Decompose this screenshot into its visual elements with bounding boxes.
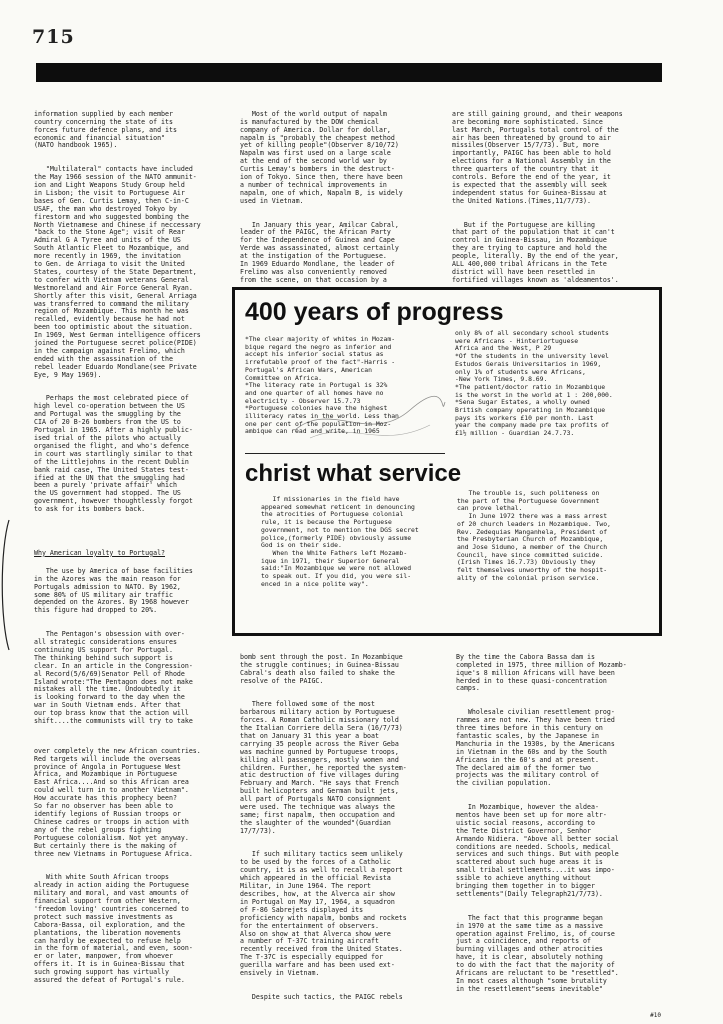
column-1-subhead-wrap bbox=[34, 534, 224, 557]
column-1-bottom bbox=[34, 548, 226, 1007]
paragraph: But if the Portuguese are killing that part of the population that it can't control in Guinea-Bissau, in Mozambique they are trying to capture and hold the people, literally. By the end of the year, ALL 400,000 tribal Africans in the Tete district will have been resettled in fortified villages known as 'aldeamentos'. bbox=[452, 220, 619, 284]
divider bbox=[245, 453, 445, 454]
feature-left-text-2: If missionaries in the field have appeared somewhat reticent in denouncing the atrocities of Portuguese colonial rule, it is because the Portuguese government, not to mention the DGS secret police,(formerly PIDE) obviously assume God is on their side. When the White Fathers left Mozamb- ique in 1971, their Superior General said:"In Mozambique we were not allowed to speak out. If you did, you were sil- enced in a nice polite way". bbox=[261, 495, 419, 588]
paragraph: There followed some of the most barbarous military action by Portuguese forces. A Roman Catholic missionary told the Italian Corriere della Sera (16/7/73) that on January 31 this year a boat carrying 35 people across the River Geba was machine gunned by Portuguese troops, killing all passengers, mostly women and children. Further, he reported the system- atic destruction of five villages during February and March. "He says that French built helicopters and German built jets, all part of Portugals NATO consignment were used. The technique was always the same; first napalm, then occupation and the slaughter of the wounded"(Guardian 17/7/73). bbox=[240, 700, 407, 835]
paragraph: information supplied by each member country concerning the state of its forces future defence plans, and its economic and financial situation" (NATO handbook 1965). bbox=[34, 109, 177, 150]
page-number: 715 bbox=[32, 26, 75, 48]
paragraph: By the time the Cabora Bassa dam is completed in 1975, three million of Mozamb- ique's 8 million Africans will have been herded in to these quasi-concentration camps. bbox=[456, 652, 627, 693]
paragraph: over completely the new African countries. Red targets will include the overseas province of Angola in Portuguese West Africa, and Mozambique in Portuguese East Africa....And so this African area could well turn in to another Vietnam". How accurate has this prophecy been? So far no observer has been able to identify legions of Russian troops or Chinese cadres or troops in action with any of the rebel groups fighting Portuguese colonialism. Not yet anyway. But certainly there is the making of three new Vietnams in Portuguese Africa. bbox=[34, 746, 201, 858]
paragraph: The Pentagon's obsession with over- all strategic considerations ensures continuing US support for Portugal. The thinking behind such support is clear. In an article in the Congression- al Record(5/6/69)Senator Pell of Rhode Island wrote:"The Pentagon does not make mistakes all the time. Undoubtedly it is looking forward to the day when the war in South Vietnam ends. After that our top brass know that the action will shift....the communists will try to take bbox=[34, 630, 193, 726]
paragraph: If such military tactics seem unlikely to be used by the forces of a Catholic country, it is as well to recall a report which appeared in the official Revista Militar, in June 1964. The report describes, how, at the Alverca air show in Portugal on May 17, 1964, a squadron of F-86 Sabrejets displayed its proficiency with napalm, bombs and rockets for the entertainment of observers. Also on show at that Alverca show were a number of T-37C training aircraft recently received from the United States. The T-37C is especially equipped for guerilla warfare and has been used ext- ensively in Vietnam. bbox=[240, 850, 407, 978]
paragraph: With white South African troops already in action aiding the Portuguese military and moral, and vast amounts of financial support from other Western, 'freedom loving' countries concerned to protect such massive investments as Cabora-Bassa, oil exploration, and the plantations, the liberation movements can hardly be expected to refuse help in the form of material, and even, soon- er or later, manpower, from whoever offers it. It is in Guinea-Bissau that such growing support has virtually assured the defeat of Portugal's rule. bbox=[34, 873, 193, 985]
paragraph: "Multilateral" contacts have included the May 1966 session of the NATO ammunit- ion and Light Weapons Study Group held in Lisbon; the visit to Portuguese Air bases of Gen. Curtis Lemay, then C-in-C USAF, the man who destroyed Tokyo by firestorm and who suggested bombing the North Vietnamese and Chinese if neccessary "back to the Stone Age"; visit of Rear Admiral G A Tyree and units of the US South Atlantic Fleet to Mozambique, and more recently in 1969, the invitation to Gen. de Arriaga to visit the United States, courtesy of the State Department, to confer with Vietnam veterans General Westmoreland and Air Force General Ryan. Shortly after this visit, General Arriaga was transferred to command the military region of Mozambique. This month he was recalled, evidently because he had not been too optimistic about the situation. In 1969, West German intelligence officers joined the Portuguese secret police(PIDE) in the campaign against Frelimo, which ended with the assassination of the rebel leader Eduardo Mondlane(see Private Eye, 9 May 1969). bbox=[34, 165, 201, 379]
paragraph: In Mozambique, however the aldea- mentos have been set up for more altr- uistic social reasons, according to the Tete District Governor, Senhor Armando Nidiera. "Above all better social conditions are needed. Schools, medical services and such things. But with people scattered about such huge areas it is small tribal settlements....it was impo- ssible to achieve anything without bringing them together in to bigger settlements"(Daily Telegraph21/7/73). bbox=[456, 803, 619, 898]
paragraph: The fact that this programme began in 1970 at the same time as a massive operation against Frelimo, is, of course just a coincidence, and reports of burning villages and other atrocities have, it is clear, absolutely nothing to do with the fact that the majority of Africans are reluctant to be "resettled". In most cases although "some brutality in the resettlement"seems inevitable" bbox=[456, 913, 619, 993]
column-2-bottom bbox=[240, 638, 444, 1010]
feature-title: 400 years of progress bbox=[245, 298, 504, 326]
paragraph: Despite such tactics, the PAIGC rebels bbox=[240, 992, 403, 1001]
page-edge-mark bbox=[0, 520, 10, 650]
column-2-top bbox=[240, 95, 438, 284]
paragraph: bomb sent through the post. In Mozambique the struggle continues; in Guinea-Bissau Cabral's death also failed to shake the resolve of the PAIGC. bbox=[240, 652, 403, 685]
header-bar bbox=[36, 63, 662, 82]
column-3-bottom bbox=[456, 638, 666, 1010]
feature-right-text: only 8% of all secondary school students were Africans - Hinteriortuguese Africa and the West, P 29 *Of the students in the university level Estudos Gerais Universitarios in 1969, only 1% of students were Africans, -New York Times, 9.8.69. *The patient/doctor ratio in Mozambique is the worst in the world at 1 : 200,000. *Sena Sugar Estates, a wholly owned British company operating in Mozambique pays its workers £10 per month. Last year the company made pre tax profits of £1½ million - Guardian 24.7.73. bbox=[455, 329, 613, 438]
paragraph: Perhaps the most celebrated piece of high level co-operation between the US and Portugal was the smuggling by the CIA of 20 B-26 bombers from the US to Portugal in 1965. After a highly public- ised trial of the pilots who actually organised the flight, and who's defence in court was startlingly similar to that of the Littlejohns in the recent Dublin bank raid case, The United States test- ified at the UN that the smuggling had been a purely 'private affair' which the US government had stopped. The US government, however thoughtlessly forgot to ask for its bombers back. bbox=[34, 394, 193, 514]
feature-left-text: *The clear majority of whites in Mozam- bique regard the negro as inferior and accept his inferior social status as irrefutable proof of the fact"-Harris - Portugal's African Wars, American Committee on Africa. *The literacy rate in Portugal is 32% and one quarter of all homes have no electricity - Observer 15.7.73 *Portuguese colonies have the highest illiteracy rates in the world. Less than one per cent of the population in Moz- ambique can read and write, in 1965 bbox=[245, 335, 399, 436]
paragraph: In January this year, Amilcar Cabral, leader of the PAIGC, the African Party for the Independence of Guinea and Cape Verde was assassinated, almost certainly at the instigation of the Portuguese. In 1969 Eduardo Mondlane, the leader of Frelimo was also conveniently removed from the scene, on that occasion by a bbox=[240, 220, 399, 284]
feature-right-text-2: The trouble is, such politeness on the part of the Portuguese Government can prove lethal. In June 1972 there was a mass arrest of 20 church leaders in Mozambique. Two, Rev. Zedequias Manganhela, President of the Presbyterian Church of Mozambique, and Jose Sidumo, a member of the Church Council, have since committed suicide. (Irish Times 16.7.73) Obviously they felt themselves unworthy of the hospit- ality of the colonial prison service. bbox=[457, 489, 611, 582]
paragraph: Most of the world output of napalm is manufactured by the DOW chemical company of America. Dollar for dollar, napalm is "probably the cheapest method yet of killing people"(Observer 8/10/72) Napalm was first used on a large scale at the end of the second world war by Curtis Lemay's bombers in the destruct- ion of Tokyo. Since then, there have been a number of technical improvements in napalm, one of which, Napalm B, is widely used in Vietnam. bbox=[240, 109, 403, 205]
footer-mark: #10 bbox=[650, 1012, 661, 1019]
subhead: Why American loyalty to Portugal? bbox=[34, 548, 166, 557]
feature-box bbox=[232, 287, 662, 636]
feature-title-2: christ what service bbox=[245, 460, 462, 487]
paragraph: Wholesale civilian resettlement prog- rammes are not new. They have been tried three times before in this century on fantastic scales, by the Japanese in Manchuria in the 1930s, by the Americans in Vietnam in the 60s and by the South Africans in the 60's and at present. The declared aim of the former two projects was the military control of the civilian population. bbox=[456, 708, 615, 788]
column-1-top bbox=[34, 95, 224, 547]
paragraph: are still gaining ground, and their weapons are becoming more sophisticated. Since last March, Portugals total control of the air has been threatened by ground to air missiles(Observer 15/7/73). But, more importantly, PAIGC has been able to hold elections for a National Assembly in the three quarters of the country that it controls. Before the end of the year, it is expected that the assembly will seek independent status for Guinea-Bissau at the United Nations.(Times,11/7/73). bbox=[452, 109, 623, 205]
column-3-top bbox=[452, 95, 664, 284]
paragraph: The use by America of base facilities in the Azores was the main reason for Portugals admission to NATO. By 1962, some 80% of US military air traffic depended on the Azores. By 1968 however this figure had dropped to 20%. bbox=[34, 566, 193, 615]
